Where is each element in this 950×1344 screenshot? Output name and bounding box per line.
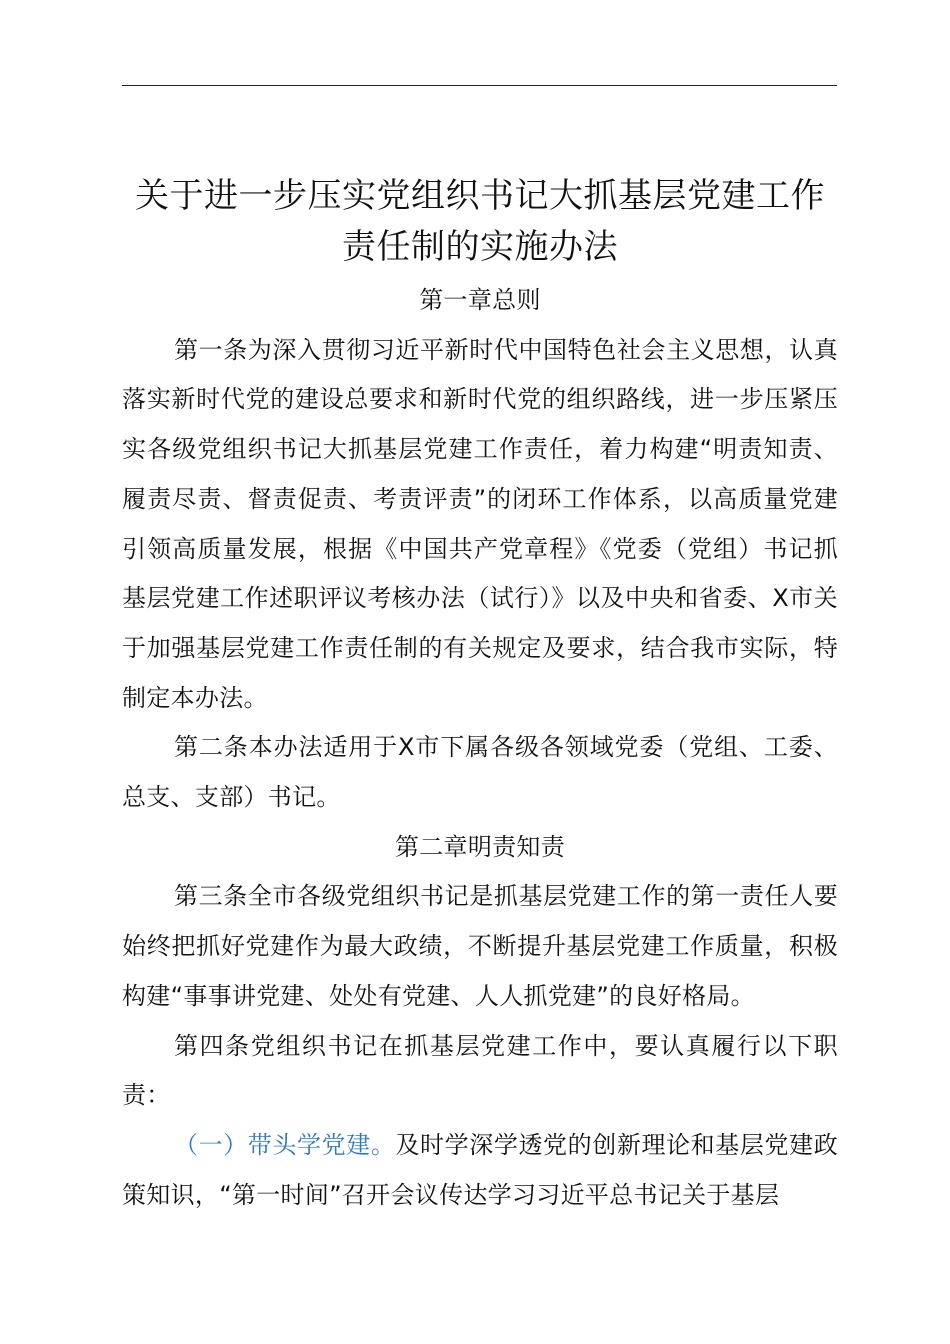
duty-item-1-heading: （一）带头学党建。 [174, 1130, 396, 1159]
article-2: 第二条本办法适用于X市下属各级各领域党委（党组、工委、总支、支部）书记。 [122, 733, 838, 812]
article-4: 第四条党组织书记在抓基层党建工作中，要认真履行以下职责： [122, 1031, 838, 1110]
document-title [110, 171, 850, 273]
chapter-heading-1: 第一章总则 [419, 286, 541, 314]
header-rule [122, 85, 837, 86]
duty-item-1-text: 及时学深学透党的创新理论和基层党建政策知识，“第一时间”召开会议传达学习习近平总书记关于基层 [122, 1130, 838, 1209]
duty-item-1 [122, 1121, 838, 1220]
article-1: 第一条为深入贯彻习近平新时代中国特色社会主义思想，认真落实新时代党的建设总要求和新时代党的组织路线，进一步压紧压实各级党组织书记大抓基层党建工作责任，着力构建“明责知责、履责尽责、督责促责、考责评责”的闭环工作体系，以高质量党建引领高质量发展，根据《中国共产党章程》《党委（党组）书记抓基层党建工作述职评议考核办法（试行）》以及中央和省委、X市关于加强基层党建工作责任制的有关规定及要求，结合我市实际，特制定本办法。 [122, 335, 838, 712]
chapter-heading-2: 第二章明责知责 [394, 832, 566, 861]
title-line-1: 关于进一步压实党组织书记大抓基层党建工作 [135, 175, 825, 216]
document-body [122, 276, 838, 1220]
title-line-2: 责任制的实施办法 [342, 226, 618, 267]
article-3: 第三条全市各级党组织书记是抓基层党建工作的第一责任人要始终把抓好党建作为最大政绩，不断提升基层党建工作质量，积极构建“事事讲党建、处处有党建、人人抓党建”的良好格局。 [122, 882, 838, 1010]
